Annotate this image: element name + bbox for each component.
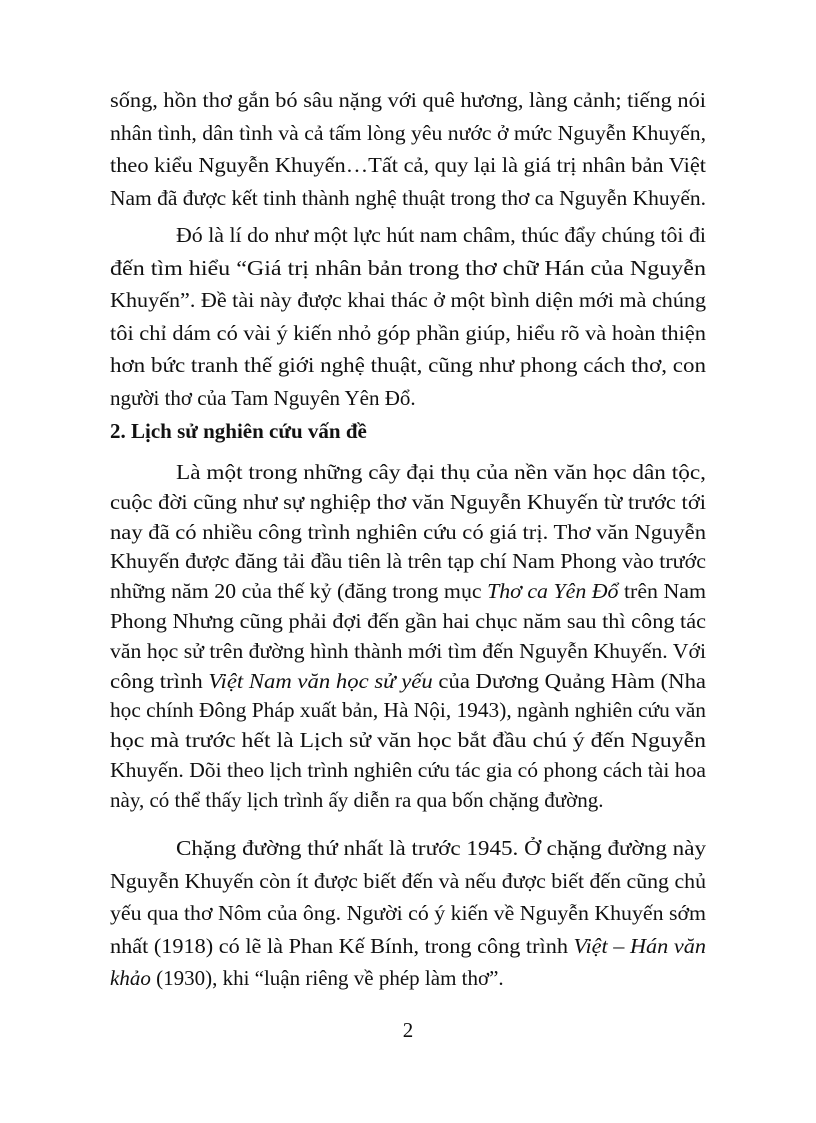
- text-segment: học mà trước hết là Lịch sử văn học bắt đầu chú ý đến Nguyễn: [110, 728, 706, 753]
- text-line: [176, 462, 706, 483]
- text-segment: Là một trong những cây đại thụ của nền văn học dân tộc,: [176, 460, 706, 484]
- text-segment: theo kiểu Nguyễn Khuyến…Tất cả, quy lại là giá trị nhân bản Việt: [110, 153, 706, 177]
- text-segment: văn học sử trên đường hình thành mới tìm đến Nguyễn Khuyến. Với: [110, 638, 706, 663]
- text-segment: (1930), khi “luận riêng về phép làm thơ”.: [150, 966, 504, 990]
- text-segment: nhất (1918) có lẽ là Phan Kế Bính, trong công trình: [110, 933, 574, 958]
- text-segment: Nam đã được kết tinh thành nghệ thuật trong thơ ca Nguyễn Khuyến.: [110, 185, 706, 210]
- text-line: [110, 519, 707, 544]
- italic-title: khảo: [110, 966, 151, 990]
- text-segment: Đó là lí do như một lực hút nam châm, thúc đẩy chúng tôi đi: [176, 223, 706, 247]
- text-segment: của Dương Quảng Hàm (Nha: [432, 668, 706, 693]
- text-line: [110, 155, 706, 176]
- text-line: [110, 611, 706, 632]
- text-line: [176, 838, 706, 859]
- text-segment: trên Nam: [618, 579, 706, 604]
- text-line: [110, 730, 706, 751]
- text-line: [110, 903, 706, 924]
- italic-title: Việt Nam văn học sử yếu: [208, 668, 433, 693]
- text-segment: học chính Đông Pháp xuất bản, Hà Nội, 1943), ngành nghiên cứu văn: [110, 698, 706, 723]
- text-segment: này, có thể thấy lịch trình ấy diễn ra qua bốn chặng đường.: [110, 787, 604, 812]
- text-segment: Khuyến”. Đề tài này được khai thác ở một bình diện mới mà chúng: [110, 288, 706, 312]
- text-line: [110, 489, 706, 514]
- text-line: [110, 551, 706, 572]
- text-line: [110, 355, 706, 376]
- section-heading: [110, 421, 367, 442]
- text-line: [110, 700, 706, 721]
- text-segment: những năm 20 của thế kỷ (đăng trong mục: [110, 579, 488, 604]
- text-line: [110, 933, 706, 958]
- text-segment: người thơ của Tam Nguyên Yên Đổ.: [110, 385, 416, 410]
- text-line: [110, 320, 706, 345]
- text-segment: yếu qua thơ Nôm của ông. Người có ý kiến về Nguyễn Khuyến sớm: [110, 901, 706, 925]
- text-line: [176, 225, 706, 246]
- text-segment: Khuyến. Dõi theo lịch trình nghiên cứu tác gia có phong cách tài hoa: [110, 758, 706, 782]
- text-segment: nay đã có nhiều công trình nghiên cứu có giá trị. Thơ văn Nguyễn: [110, 519, 707, 544]
- text-line: [110, 290, 706, 311]
- text-segment: Chặng đường thứ nhất là trước 1945. Ở chặng đường này: [176, 836, 706, 860]
- text-segment: cuộc đời cũng như sự nghiệp thơ văn Nguyễn Khuyến từ trước tới: [110, 489, 706, 514]
- text-segment: Phong Nhưng cũng phải đợi đến gần hai chục năm sau thì công tác: [110, 609, 706, 633]
- page-number: 2: [402, 1018, 414, 1042]
- text-line: [110, 968, 504, 989]
- text-line: [110, 868, 706, 893]
- text-line: [110, 120, 706, 145]
- italic-title: Việt – Hán văn: [573, 933, 706, 958]
- text-segment: sống, hồn thơ gắn bó sâu nặng với quê hương, làng cảnh; tiếng nói: [110, 88, 706, 112]
- text-segment: đến tìm hiểu “Giá trị nhân bản trong thơ chữ Hán của Nguyễn: [110, 255, 706, 280]
- text-line: [110, 255, 706, 280]
- text-segment: hơn bức tranh thế giới nghệ thuật, cũng như phong cách thơ, con: [110, 353, 706, 377]
- italic-title: Thơ ca Yên Đổ: [487, 579, 619, 604]
- text-segment: tôi chỉ dám có vài ý kiến nhỏ góp phần giúp, hiểu rõ và hoàn thiện: [110, 320, 706, 345]
- text-line: [110, 385, 416, 410]
- text-segment: nhân tình, dân tình và cả tấm lòng yêu nước ở mức Nguyễn Khuyến,: [110, 120, 706, 145]
- text-segment: công trình: [110, 668, 209, 693]
- text-line: [110, 185, 706, 210]
- text-line: [110, 638, 706, 663]
- text-line: [110, 90, 706, 111]
- text-line: [110, 787, 604, 812]
- text-line: [110, 760, 706, 781]
- text-line: [110, 581, 706, 602]
- text-segment: Khuyến được đăng tải đầu tiên là trên tạp chí Nam Phong vào trước: [110, 549, 706, 574]
- text-segment: Nguyễn Khuyến còn ít được biết đến và nếu được biết đến cũng chủ: [110, 868, 706, 893]
- text-segment: 2. Lịch sử nghiên cứu vấn đề: [110, 419, 367, 443]
- text-line: [110, 668, 706, 693]
